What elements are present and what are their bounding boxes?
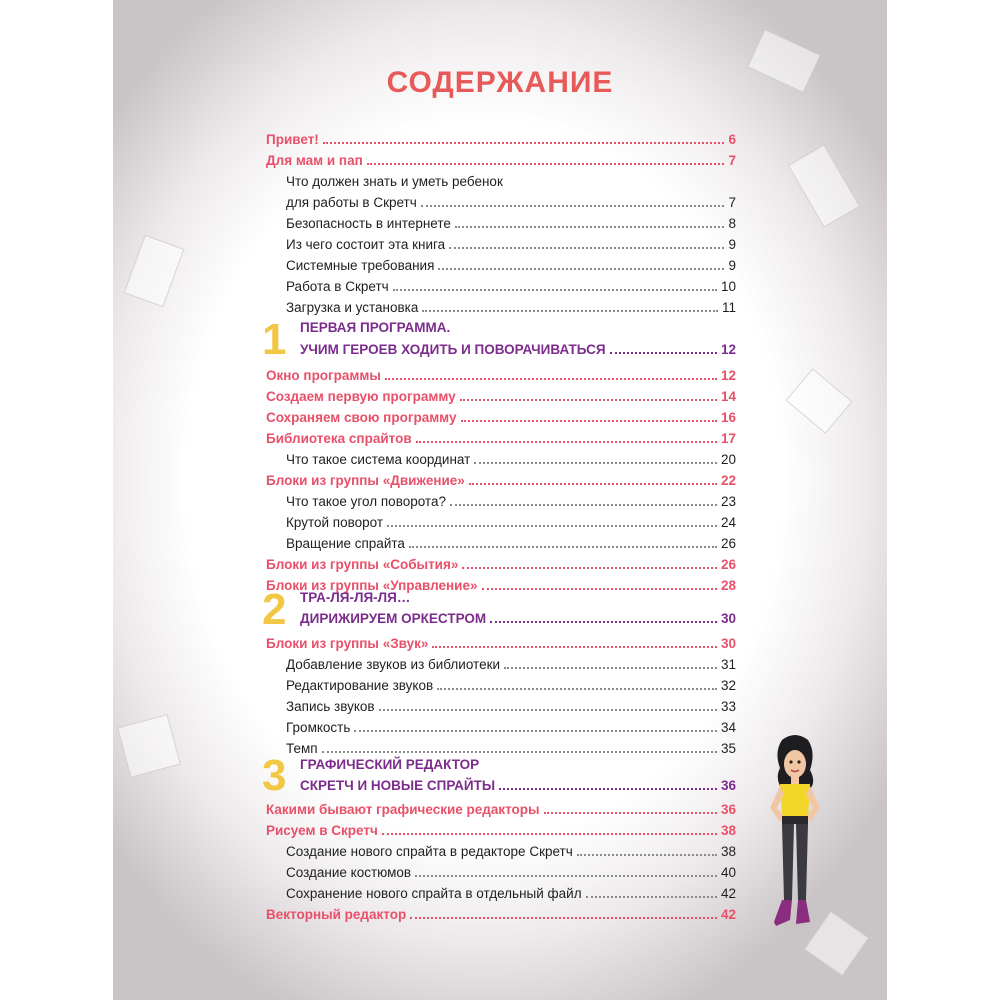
toc-entry-page: 23 xyxy=(720,494,736,509)
toc-entry-page: 7 xyxy=(728,195,736,210)
page-title: СОДЕРЖАНИЕ xyxy=(386,66,614,99)
toc-entry-page: 20 xyxy=(720,452,736,467)
toc-entry[interactable] xyxy=(266,296,736,316)
toc-entry-title: Темп xyxy=(286,741,318,756)
toc-entry-title: Блоки из группы «События» xyxy=(266,557,459,572)
toc-entry-page: 14 xyxy=(720,389,736,404)
chapter-number: 3 xyxy=(262,751,287,800)
toc-entry-title: Крутой поворот xyxy=(286,515,384,530)
toc-entry[interactable] xyxy=(266,511,736,531)
toc-entry-title: Запись звуков xyxy=(286,699,375,714)
decor-shard xyxy=(788,144,860,227)
chapter-page: 36 xyxy=(720,778,736,793)
toc-entry[interactable] xyxy=(266,469,736,489)
toc-entry-title: Системные требования xyxy=(286,258,435,273)
toc-entry[interactable] xyxy=(266,798,736,818)
girl-illustration xyxy=(760,730,830,940)
toc-entry-page: 34 xyxy=(720,720,736,735)
toc-entry-page: 6 xyxy=(728,132,736,147)
toc-entry-page: 22 xyxy=(720,473,736,488)
toc-entry-title: Вращение спрайта xyxy=(286,536,405,551)
toc-entry[interactable] xyxy=(266,840,736,860)
toc-entry-title: Что должен знать и уметь ребенок xyxy=(286,174,503,189)
toc-entry-page: 24 xyxy=(720,515,736,530)
toc-entry[interactable] xyxy=(266,128,736,148)
toc-entry[interactable] xyxy=(266,632,736,652)
chapter-title-line1: ГРАФИЧЕСКИЙ РЕДАКТОР xyxy=(300,757,480,772)
toc-entry-page: 7 xyxy=(728,153,736,168)
toc-entry-title: Что такое система координат xyxy=(286,452,471,467)
toc-entry[interactable] xyxy=(266,233,736,253)
toc-entry-page: 16 xyxy=(720,410,736,425)
toc-entry[interactable] xyxy=(266,149,736,169)
toc-entry[interactable] xyxy=(266,882,736,902)
toc-entry-page: 9 xyxy=(728,258,736,273)
toc-entry[interactable] xyxy=(266,427,736,447)
chapter-title-line2: СКРЕТЧ И НОВЫЕ СПРАЙТЫ xyxy=(300,778,496,793)
chapter-entry[interactable] xyxy=(300,338,736,358)
toc-entry-page: 12 xyxy=(720,368,736,383)
toc-entry-title: Добавление звуков из библиотеки xyxy=(286,657,501,672)
toc-entry-page: 42 xyxy=(720,907,736,922)
toc-entry-page: 8 xyxy=(728,216,736,231)
toc-entry-title: Создание нового спрайта в редакторе Скретч xyxy=(286,844,573,859)
toc-entry-title: Создание костюмов xyxy=(286,865,412,880)
toc-entry[interactable] xyxy=(266,191,736,211)
toc-entry-title: Работа в Скретч xyxy=(286,279,389,294)
toc-entry-title: Какими бывают графические редакторы xyxy=(266,802,540,817)
toc-entry-page: 26 xyxy=(720,536,736,551)
toc-entry-title: Привет! xyxy=(266,132,319,147)
decor-shard xyxy=(786,368,853,434)
toc-entry-title: Блоки из группы «Движение» xyxy=(266,473,465,488)
chapter-title-line2: ДИРИЖИРУЕМ ОРКЕСТРОМ xyxy=(300,611,487,626)
chapter-number: 2 xyxy=(262,585,287,634)
toc-entry-page: 42 xyxy=(720,886,736,901)
toc-entry-title: Сохраняем свою программу xyxy=(266,410,457,425)
toc-entry-title: Сохранение нового спрайта в отдельный файл xyxy=(286,886,582,901)
toc-entry-title: Загрузка и установка xyxy=(286,300,419,315)
chapter-entry[interactable] xyxy=(300,774,736,794)
toc-entry-title: Блоки из группы «Управление» xyxy=(266,578,478,593)
toc-entry-title: Что такое угол поворота? xyxy=(286,494,446,509)
toc-entry[interactable] xyxy=(266,674,736,694)
chapter-page: 30 xyxy=(720,611,736,626)
toc-entry[interactable] xyxy=(266,275,736,295)
toc-entry[interactable] xyxy=(266,903,736,923)
toc-entry[interactable] xyxy=(266,448,736,468)
toc-entry-page: 10 xyxy=(720,279,736,294)
toc-entry[interactable] xyxy=(266,532,736,552)
toc-entry-title: Безопасность в интернете xyxy=(286,216,451,231)
chapter-page: 12 xyxy=(720,342,736,357)
toc-entry-title: Из чего состоит эта книга xyxy=(286,237,446,252)
toc-entry-page: 33 xyxy=(720,699,736,714)
toc-entry-page: 32 xyxy=(720,678,736,693)
toc-entry-title: Редактирование звуков xyxy=(286,678,434,693)
toc-entry[interactable] xyxy=(266,170,736,190)
chapter-title-line1: ПЕРВАЯ ПРОГРАММА. xyxy=(300,320,451,335)
toc-entry[interactable] xyxy=(266,716,736,736)
toc-entry[interactable] xyxy=(266,861,736,881)
toc-entry-page: 40 xyxy=(720,865,736,880)
toc-entry-page: 38 xyxy=(720,823,736,838)
toc-entry-page: 28 xyxy=(720,578,736,593)
chapter-entry[interactable] xyxy=(300,607,736,627)
toc-entry-page: 17 xyxy=(720,431,736,446)
chapter-number: 1 xyxy=(262,315,287,364)
toc-entry-page: 31 xyxy=(720,657,736,672)
toc-entry-title: Векторный редактор xyxy=(266,907,407,922)
toc-entry-page: 36 xyxy=(720,802,736,817)
toc-entry-title: Рисуем в Скретч xyxy=(266,823,378,838)
toc-entry-title: Создаем первую программу xyxy=(266,389,456,404)
chapter-title-line1: ТРА-ЛЯ-ЛЯ-ЛЯ… xyxy=(300,590,411,605)
toc-entry[interactable] xyxy=(266,490,736,510)
toc-entry[interactable] xyxy=(266,737,736,757)
toc-entry[interactable] xyxy=(266,553,736,573)
toc-entry[interactable] xyxy=(266,819,736,839)
toc-entry[interactable] xyxy=(266,406,736,426)
toc-entry[interactable] xyxy=(266,212,736,232)
toc-entry-page: 9 xyxy=(728,237,736,252)
toc-entry-title: для работы в Скретч xyxy=(286,195,417,210)
toc-entry-page: 35 xyxy=(720,741,736,756)
toc-entry[interactable] xyxy=(266,364,736,384)
toc-entry-page: 11 xyxy=(721,300,736,315)
toc-entry-page: 30 xyxy=(720,636,736,651)
toc-entry-page: 26 xyxy=(720,557,736,572)
chapter-title-line2: УЧИМ ГЕРОЕВ ХОДИТЬ И ПОВОРАЧИВАТЬСЯ xyxy=(300,342,606,357)
toc-entry[interactable] xyxy=(266,254,736,274)
decor-shard xyxy=(124,235,185,308)
toc-entry-page: 38 xyxy=(720,844,736,859)
toc-entry[interactable] xyxy=(266,695,736,715)
toc-entry-title: Окно программы xyxy=(266,368,381,383)
toc-entry-title: Для мам и пап xyxy=(266,153,363,168)
toc-entry[interactable] xyxy=(266,653,736,673)
toc-entry-title: Библиотека спрайтов xyxy=(266,431,412,446)
decor-shard xyxy=(117,714,181,778)
toc-entry[interactable] xyxy=(266,385,736,405)
toc-entry-title: Блоки из группы «Звук» xyxy=(266,636,429,651)
toc-entry-title: Громкость xyxy=(286,720,351,735)
